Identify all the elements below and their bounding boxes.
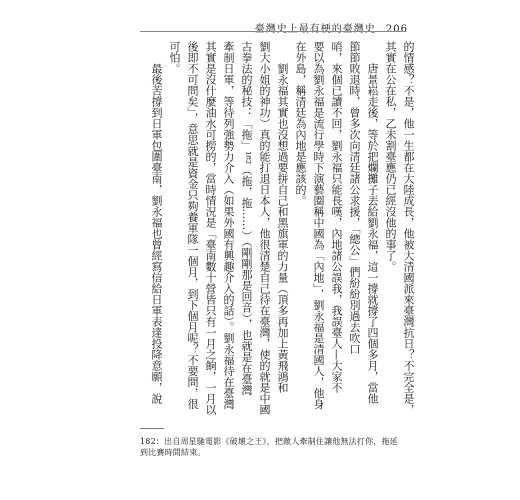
book-title: 臺灣史上最有梗的臺灣史	[254, 24, 376, 35]
text-column: 唐景崧走後，等於把爛攤子丟給劉永福，這一撐就撐了四個多月，當他	[366, 63, 379, 404]
text-column: 哨，來個已讀不回，劉永福只能長嘆，內地諸公誤我，我誤臺人—大家不	[330, 41, 343, 393]
text-column: 劉永福其實也沒想過要拼自己和黑旗軍的力量（頂多再加上黃飛鴻和	[276, 63, 289, 393]
text-column: 節節敗退時，曾多次向清廷諸公求援，「總公」們紛紛別過去吹口	[348, 41, 361, 355]
footnote-rule	[140, 428, 164, 429]
text-column: 後即不可問矣」，意思就是資金只夠養軍隊一個月，到下個月呢？不要問，很	[186, 41, 199, 410]
footnote: 182：出自周星馳電影《破壞之王》，把敵人牽制住讓他無法打你，拖延到比賽時間結束。	[140, 437, 398, 457]
running-header	[255, 20, 408, 35]
text-column: 可怕。	[168, 41, 181, 74]
text-column: 最後苦撐到日軍包圍臺南，劉永福也曾經寫信給日軍表達投降意願，說	[150, 63, 163, 404]
text-column: 古拳法的秘技：「拖」¹⁸²（拖，拖……）（剛剛那是回音），也就是在臺灣	[240, 41, 253, 396]
text-column: 在外島，稱清廷為內地是應該的。	[294, 41, 307, 206]
text-column: 要以為劉永福是流行學時下演藝圈稱中國為「內地」，劉永福是清國人，他身	[312, 41, 325, 410]
text-column: 其實是沒什麼油水可撈的，當時情況是「臺南數十營皆只有一月之餉，一月以	[204, 41, 217, 415]
body-text	[150, 41, 415, 418]
text-column: 其實在公在私，乙未割臺應仍已經沒他的事了。	[384, 41, 397, 272]
text-column: 牽制日軍，等待列強勢力介入（如果外國有興趣介入的話）。劉永福待在臺灣	[222, 41, 235, 410]
page-number: 206	[385, 24, 408, 35]
text-column: 的情感？不是，他一生都在大陸成長，他被大清國派來臺灣抗日？不完全是，	[402, 41, 415, 415]
header-rule	[140, 31, 402, 32]
text-column: 劉大小姐的神功）真的能打退日本人，他很清楚自己待在臺灣，使的就是中國	[258, 41, 271, 415]
